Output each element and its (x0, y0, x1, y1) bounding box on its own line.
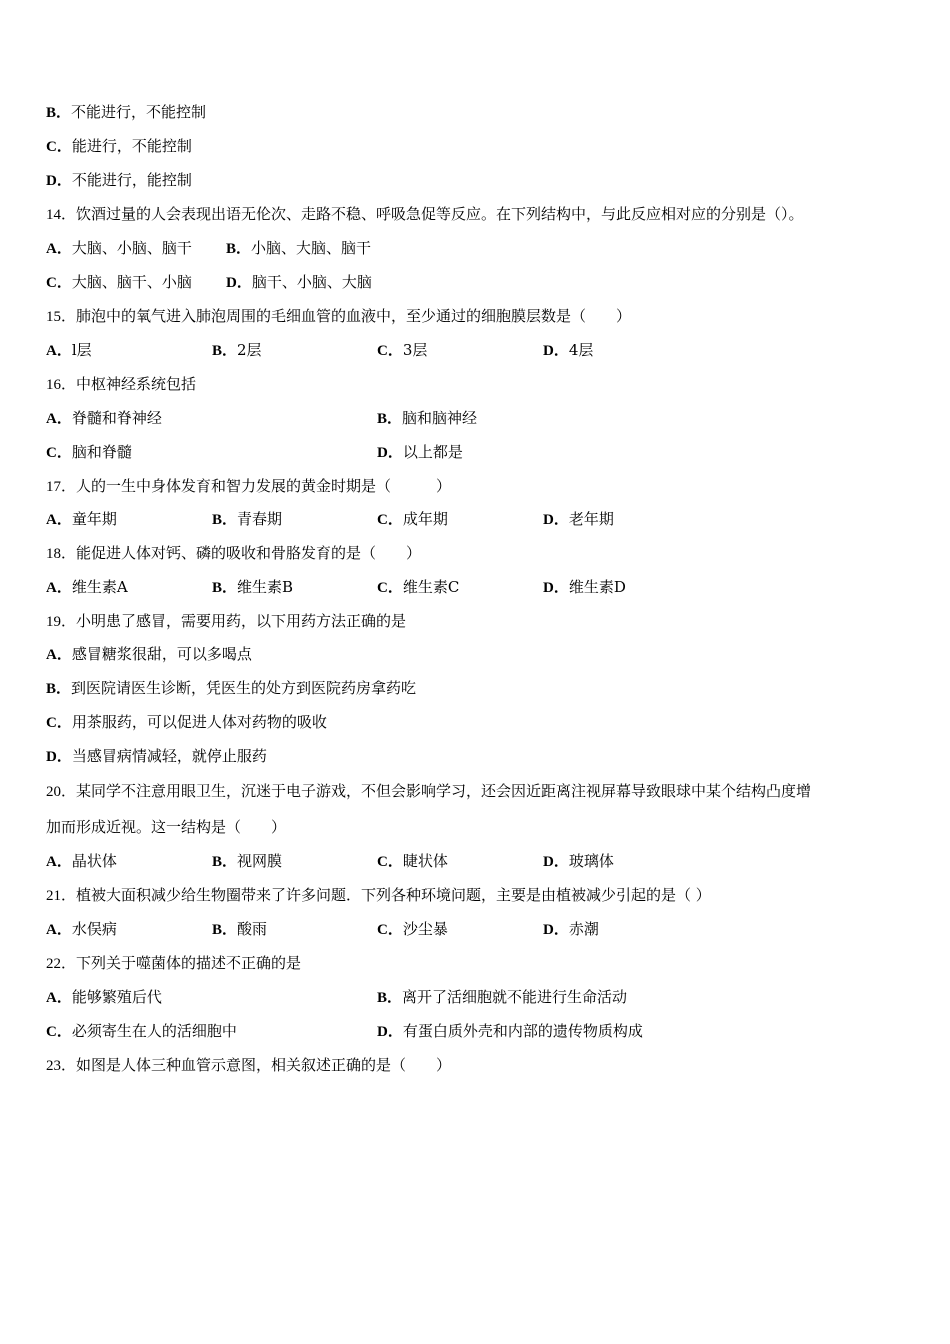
option-text: 感冒糖浆很甜，可以多喝点 (71, 645, 252, 663)
option-label: C． (377, 854, 403, 870)
question-stem (46, 884, 711, 906)
option-label: B． (46, 105, 72, 121)
answer-option (46, 407, 162, 430)
option-label: B． (226, 241, 252, 257)
option-text: 脑干、小脑、大脑 (251, 273, 372, 291)
option-label: C． (46, 275, 72, 291)
answer-option (46, 441, 132, 464)
option-label: A． (46, 343, 72, 359)
answer-option (212, 850, 282, 873)
question-number: 21． (46, 888, 77, 904)
question-number: 19． (46, 614, 77, 630)
option-row (46, 677, 906, 699)
option-label: A． (46, 411, 72, 427)
option-text: 睫状体 (402, 852, 448, 870)
option-text: 当感冒病情减轻，就停止服药 (71, 747, 267, 765)
option-label: C． (377, 580, 403, 596)
answer-option (46, 135, 192, 158)
option-text: 玻璃体 (568, 852, 614, 870)
question-text-continuation: 加而形成近视。这一结构是（ ） (46, 818, 287, 836)
option-text: 大脑、脑干、小脑 (71, 273, 192, 291)
option-text: 小脑、大脑、脑干 (251, 239, 372, 257)
option-label: D． (46, 749, 72, 765)
option-label: C． (377, 343, 403, 359)
answer-option (46, 101, 206, 124)
question-text: 能促进人体对钙、磷的吸收和骨胳发育的是（ ） (76, 544, 422, 562)
option-text: 3层 (402, 341, 428, 359)
option-text: 沙尘暴 (402, 920, 448, 938)
option-text: 有蛋白质外壳和内部的遗传物质构成 (402, 1022, 643, 1040)
option-text: 用茶服药，可以促进人体对药物的吸收 (71, 713, 327, 731)
option-text: 能进行，不能控制 (71, 137, 192, 155)
option-label: B． (212, 922, 238, 938)
question-stem (46, 373, 196, 395)
option-text: 水俣病 (71, 920, 117, 938)
option-text: 童年期 (71, 510, 117, 528)
question-text: 饮酒过量的人会表现出语无伦次、走路不稳、呼吸急促等反应。在下列结构中，与此反应相对应的分别是（）。 (76, 205, 804, 223)
option-label: B． (212, 854, 238, 870)
option-label: B． (212, 580, 238, 596)
answer-option (543, 576, 626, 599)
question-number: 18． (46, 546, 77, 562)
answer-option (226, 271, 372, 294)
option-label: B． (377, 411, 403, 427)
option-row (46, 711, 906, 733)
option-label: A． (46, 580, 72, 596)
option-text: 到医院请医生诊断，凭医生的处方到医院药房拿药吃 (71, 679, 417, 697)
question-stem (46, 610, 406, 632)
option-row (46, 745, 906, 767)
option-label: D． (226, 275, 252, 291)
option-label: A． (46, 922, 72, 938)
answer-option (46, 237, 192, 260)
option-text: 能够繁殖后代 (71, 988, 162, 1006)
answer-option (377, 407, 477, 430)
option-label: B． (377, 990, 403, 1006)
answer-option (377, 986, 627, 1009)
option-text: 脑和脑神经 (402, 409, 478, 427)
answer-option (226, 237, 371, 260)
option-label: D． (543, 580, 569, 596)
option-label: D． (46, 173, 72, 189)
option-text: 老年期 (568, 510, 614, 528)
answer-option (543, 508, 614, 531)
option-text: 维生素A (71, 578, 128, 596)
question-text: 肺泡中的氧气进入肺泡周围的毛细血管的血液中，至少通过的细胞膜层数是（ ） (76, 307, 632, 325)
question-stem (46, 1054, 451, 1076)
answer-option (46, 508, 117, 531)
option-text: 成年期 (402, 510, 448, 528)
option-text: 脊髓和脊神经 (71, 409, 162, 427)
answer-option (377, 508, 448, 531)
option-label: D． (543, 922, 569, 938)
option-label: D． (543, 512, 569, 528)
option-label: B． (212, 343, 238, 359)
option-row (46, 237, 906, 259)
answer-option (543, 850, 614, 873)
option-label: C． (46, 445, 72, 461)
option-row (46, 576, 906, 598)
option-row (46, 1020, 906, 1042)
option-row (46, 643, 906, 665)
option-text: 2层 (237, 341, 262, 359)
option-text: 离开了活细胞就不能进行生命活动 (402, 988, 628, 1006)
option-label: A． (46, 241, 72, 257)
question-number: 16． (46, 377, 77, 393)
option-text: 晶状体 (71, 852, 117, 870)
option-text: 脑和脊髓 (71, 443, 132, 461)
option-text: l层 (71, 341, 92, 359)
answer-option (46, 169, 192, 192)
question-stem (46, 542, 421, 564)
option-text: 大脑、小脑、脑干 (71, 239, 192, 257)
answer-option (377, 339, 427, 362)
option-label: C． (46, 1024, 72, 1040)
option-label: C． (46, 139, 72, 155)
option-label: D． (377, 1024, 403, 1040)
option-row (46, 135, 906, 157)
option-row (46, 986, 906, 1008)
option-label: A． (46, 512, 72, 528)
option-text: 视网膜 (237, 852, 283, 870)
option-label: A． (46, 647, 72, 663)
question-number: 17． (46, 479, 77, 495)
question-number: 22． (46, 956, 77, 972)
answer-option (46, 711, 327, 734)
option-row (46, 339, 906, 361)
question-number: 23． (46, 1058, 77, 1074)
question-stem (46, 475, 451, 497)
question-text: 中枢神经系统包括 (76, 375, 197, 393)
answer-option (46, 576, 128, 599)
option-row (46, 169, 906, 191)
option-label: D． (543, 854, 569, 870)
answer-option (46, 745, 267, 768)
answer-option (543, 918, 599, 941)
option-text: 赤潮 (568, 920, 599, 938)
question-stem (46, 203, 804, 225)
option-label: D． (543, 343, 569, 359)
answer-option (377, 918, 448, 941)
answer-option (46, 850, 117, 873)
question-text: 如图是人体三种血管示意图，相关叙述正确的是（ ） (76, 1056, 452, 1074)
answer-option (543, 339, 593, 362)
answer-option (212, 508, 282, 531)
option-text: 维生素B (237, 578, 294, 596)
option-text: 以上都是 (402, 443, 463, 461)
question-text: 小明患了感冒，需要用药，以下用药方法正确的是 (76, 612, 407, 630)
option-label: A． (46, 854, 72, 870)
question-text: 植被大面积减少给生物圈带来了许多问题．下列各种环境问题，主要是由植被减少引起的是（ ） (76, 886, 711, 904)
option-label: D． (377, 445, 403, 461)
question-stem (46, 952, 301, 974)
question-number: 15． (46, 309, 77, 325)
question-text: 某同学不注意用眼卫生，沉迷于电子游戏，不但会影响学习，还会因近距离注视屏幕导致眼球中某个结构凸度增 (76, 782, 812, 800)
option-text: 维生素C (402, 578, 460, 596)
answer-option (46, 918, 117, 941)
question-number: 20． (46, 784, 77, 800)
answer-option (212, 918, 267, 941)
answer-option (46, 986, 162, 1009)
answer-option (212, 339, 262, 362)
option-label: B． (212, 512, 238, 528)
answer-option (377, 576, 459, 599)
option-label: B． (46, 681, 72, 697)
question-text: 人的一生中身体发育和智力发展的黄金时期是（ ） (76, 477, 452, 495)
option-row (46, 850, 906, 872)
option-row (46, 441, 906, 463)
option-label: C． (46, 715, 72, 731)
answer-option (46, 271, 192, 294)
option-text: 必须寄生在人的活细胞中 (71, 1022, 237, 1040)
option-text: 不能进行，不能控制 (71, 103, 207, 121)
answer-option (377, 441, 463, 464)
option-text: 酸雨 (237, 920, 268, 938)
option-label: C． (377, 512, 403, 528)
question-stem (46, 780, 811, 802)
option-text: 4层 (568, 341, 594, 359)
answer-option (377, 850, 448, 873)
option-row (46, 508, 906, 530)
option-row (46, 918, 906, 940)
answer-option (46, 339, 92, 362)
question-stem (46, 305, 631, 327)
answer-option (46, 643, 252, 666)
option-text: 不能进行，能控制 (71, 171, 192, 189)
answer-option (377, 1020, 643, 1043)
option-text: 青春期 (237, 510, 283, 528)
answer-option (212, 576, 293, 599)
option-row (46, 271, 906, 293)
answer-option (46, 1020, 237, 1043)
option-row (46, 101, 906, 123)
option-text: 维生素D (568, 578, 626, 596)
option-row (46, 407, 906, 429)
answer-option (46, 677, 416, 700)
option-label: A． (46, 990, 72, 1006)
question-text: 下列关于噬菌体的描述不正确的是 (76, 954, 302, 972)
question-number: 14． (46, 207, 77, 223)
option-label: C． (377, 922, 403, 938)
